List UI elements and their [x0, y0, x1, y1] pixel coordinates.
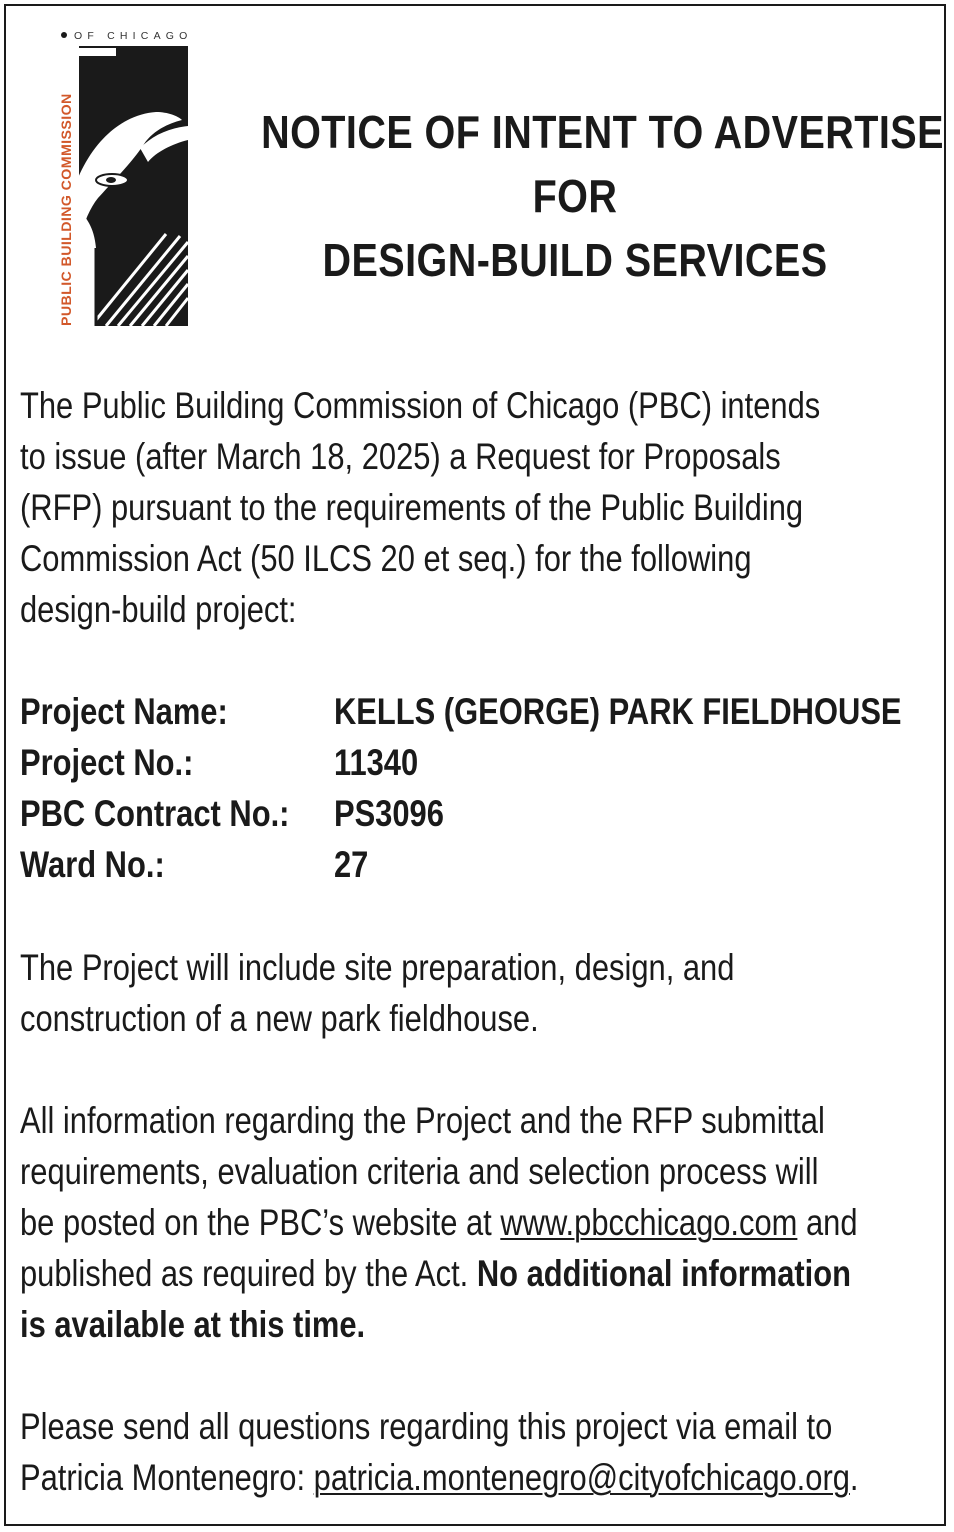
pbc-logo — [56, 28, 194, 328]
project-name-label: Project Name: — [20, 691, 228, 732]
no-info-notice: No additional information — [476, 1253, 852, 1294]
title-line-1: NOTICE OF INTENT TO ADVERTISE — [261, 106, 944, 158]
info-text: be posted on the PBC’s website at — [20, 1202, 501, 1243]
email-link[interactable]: patricia.montenegro@cityofchicago.org — [313, 1457, 850, 1498]
scope-line: construction of a new park fieldhouse. — [20, 998, 539, 1039]
contact-name: Patricia Montenegro: — [20, 1457, 314, 1498]
project-number-label: Project No.: — [20, 742, 194, 783]
title-line-3: DESIGN-BUILD SERVICES — [322, 234, 828, 286]
scope-paragraph — [20, 942, 930, 1044]
info-text: published as required by the Act. — [20, 1253, 477, 1294]
contract-number-label: PBC Contract No.: — [20, 793, 290, 834]
intro-paragraph — [20, 380, 930, 635]
intro-line: (RFP) pursuant to the requirements of the Public Building — [20, 487, 804, 528]
contract-number-value: PS3096 — [333, 793, 444, 834]
logo-org-vertical: PUBLIC BUILDING COMMISSION — [59, 93, 75, 326]
scope-line: The Project will include site preparation, design, and — [20, 947, 735, 988]
project-number-value: 11340 — [333, 742, 419, 783]
info-paragraph — [20, 1095, 930, 1350]
info-text: and — [797, 1202, 858, 1243]
contact-line: Please send all questions regarding this project via email to — [20, 1406, 833, 1447]
project-name-value: KELLS (GEORGE) PARK FIELDHOUSE — [333, 691, 902, 732]
ward-number-value: 27 — [333, 844, 369, 885]
contact-paragraph — [20, 1401, 930, 1503]
info-line — [20, 1197, 930, 1248]
intro-line: The Public Building Commission of Chicago (PBC) intends — [20, 385, 821, 426]
ward-number-label: Ward No.: — [20, 844, 165, 885]
contact-period: . — [849, 1457, 859, 1498]
intro-line: Commission Act (50 ILCS 20 et seq.) for the following — [20, 538, 752, 579]
info-line: requirements, evaluation criteria and selection process will — [20, 1151, 819, 1192]
info-line: All information regarding the Project and the RFP submittal — [20, 1100, 825, 1141]
title-line-2: FOR — [532, 170, 618, 222]
intro-line: to issue (after March 18, 2025) a Request for Proposals — [20, 436, 781, 477]
info-line — [20, 1248, 930, 1299]
website-link[interactable]: www.pbcchicago.com — [500, 1202, 798, 1243]
contact-line — [20, 1452, 930, 1503]
no-info-notice: is available at this time. — [20, 1304, 366, 1345]
logo-org-top: OF CHICAGO — [74, 30, 193, 42]
intro-line: design-build project: — [20, 589, 297, 630]
notice-title — [261, 100, 944, 292]
